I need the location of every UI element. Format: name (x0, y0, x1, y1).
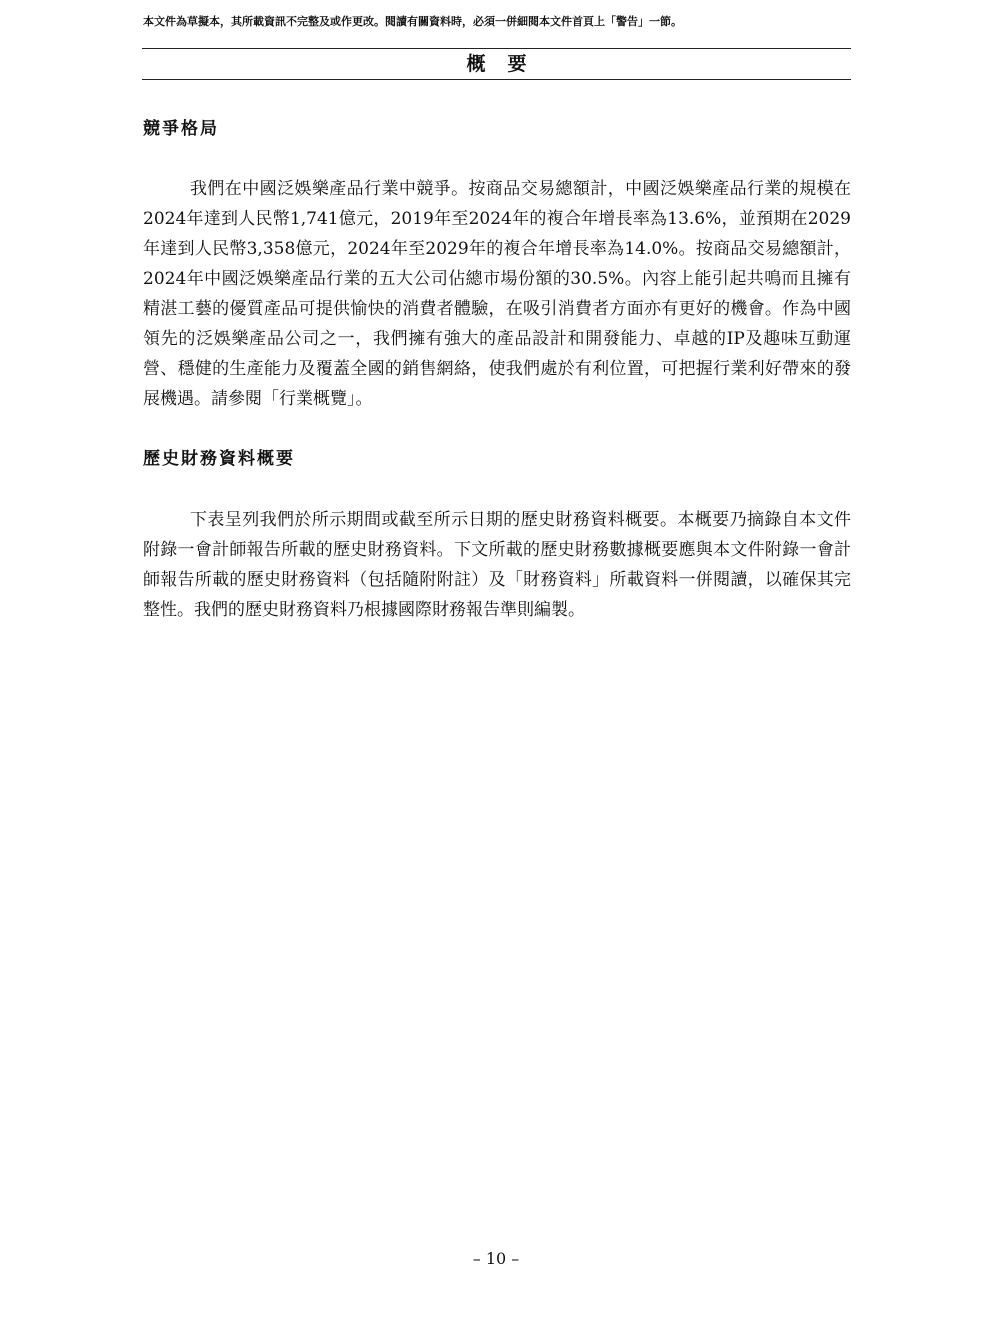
header-rule-top (142, 48, 851, 49)
draft-disclaimer: 本文件為草擬本，其所載資訊不完整及或作更改。閱讀有關資料時，必須一併細閱本文件首頁上「警告」一節。 (143, 15, 682, 28)
section-paragraph-competition: 我們在中國泛娛樂產品行業中競爭。按商品交易總額計，中國泛娛樂產品行業的規模在2024年達到人民幣1,741億元，2019年至2024年的複合年增長率為13.6%，並預期在2029年達到人民幣3,358億元，2024年至2029年的複合年增長率為14.0%。按商品交易總額計，2024年中國泛娛樂產品行業的五大公司佔總市場份額的30.5%。內容上能引起共鳴而且擁有精湛工藝的優質產品可提供愉快的消費者體驗，在吸引消費者方面亦有更好的機會。作為中國領先的泛娛樂產品公司之一，我們擁有強大的產品設計和開發能力、卓越的IP及趣味互動運營、穩健的生產能力及覆蓋全國的銷售網絡，使我們處於有利位置，可把握行業利好帶來的發展機遇。請參閱「行業概覽」。 (143, 179, 851, 409)
page-title: 概要 (466, 53, 549, 75)
section-heading-competition: 競爭格局 (143, 119, 219, 139)
section-paragraph-financial-summary: 下表呈列我們於所示期間或截至所示日期的歷史財務資料概要。本概要乃摘錄自本文件附錄一會計師報告所載的歷史財務資料。下文所載的歷史財務數據概要應與本文件附錄一會計師報告所載的歷史財務資料（包括隨附附註）及「財務資料」所載資料一併閱讀，以確保其完整性。我們的歷史財務資料乃根據國際財務報告準則編製。 (143, 510, 851, 620)
header-rule-bottom (142, 79, 851, 80)
page-number: – 10 – (472, 1249, 520, 1268)
section-heading-financial-summary: 歷史財務資料概要 (143, 449, 295, 469)
